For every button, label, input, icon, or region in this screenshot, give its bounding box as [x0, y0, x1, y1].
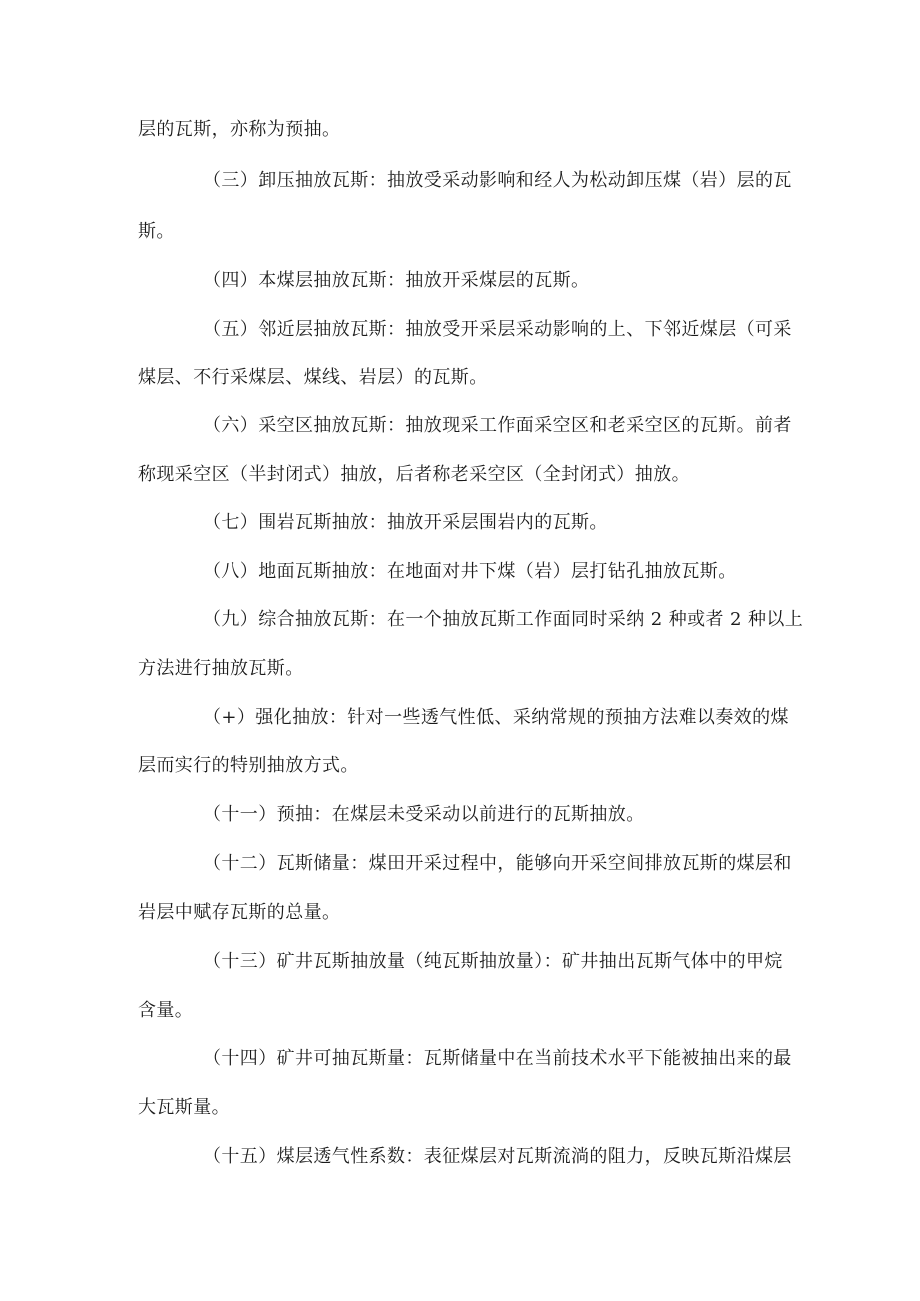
text-line: 含量。	[138, 1000, 194, 1021]
text-line: （三）卸压抽放瓦斯：抽放受采动影响和经人为松动卸压煤（岩）层的瓦	[203, 170, 792, 191]
text-line: （五）邻近层抽放瓦斯：抽放受开采层采动影响的上、下邻近煤层（可采	[203, 319, 792, 340]
text-line: （四）本煤层抽放瓦斯：抽放开采煤层的瓦斯。	[203, 270, 590, 291]
text-line: （十一）预抽：在煤层未受采动以前进行的瓦斯抽放。	[203, 804, 645, 825]
text-line: （八）地面瓦斯抽放：在地面对井下煤（岩）层打钻孔抽放瓦斯。	[203, 561, 737, 582]
text-line: （六）采空区抽放瓦斯：抽放现采工作面采空区和老采空区的瓦斯。前者	[203, 415, 792, 436]
text-line: （十二）瓦斯储量：煤田开采过程中，能够向开采空间排放瓦斯的煤层和	[203, 853, 792, 874]
text-line: 方法进行抽放瓦斯。	[138, 658, 304, 679]
text-line: 煤层、不行采煤层、煤线、岩层）的瓦斯。	[138, 367, 488, 388]
text-line: 大瓦斯量。	[138, 1097, 230, 1118]
text-line: 称现采空区（半封闭式）抽放，后者称老采空区（全封闭式）抽放。	[138, 464, 690, 485]
text-line: 层的瓦斯，亦称为预抽。	[138, 119, 341, 140]
text-line: （十五）煤层透气性系数：表征煤层对瓦斯流淌的阻力，反映瓦斯沿煤层	[203, 1146, 792, 1167]
text-line: （十四）矿井可抽瓦斯量：瓦斯储量中在当前技术水平下能被抽出来的最	[203, 1048, 792, 1069]
text-line: （九）综合抽放瓦斯：在一个抽放瓦斯工作面同时采纳 2 种或者 2 种以上	[203, 609, 804, 630]
text-line: 斯。	[138, 221, 175, 242]
text-line: （+）强化抽放：针对一些透气性低、采纳常规的预抽方法难以奏效的煤	[203, 707, 789, 728]
text-line: （七）围岩瓦斯抽放：抽放开采层围岩内的瓦斯。	[203, 512, 608, 533]
text-line: 岩层中赋存瓦斯的总量。	[138, 902, 341, 923]
text-line: 层而实行的特别抽放方式。	[138, 755, 359, 776]
text-line: （十三）矿井瓦斯抽放量（纯瓦斯抽放量）：矿井抽出瓦斯气体中的甲烷	[203, 951, 783, 972]
